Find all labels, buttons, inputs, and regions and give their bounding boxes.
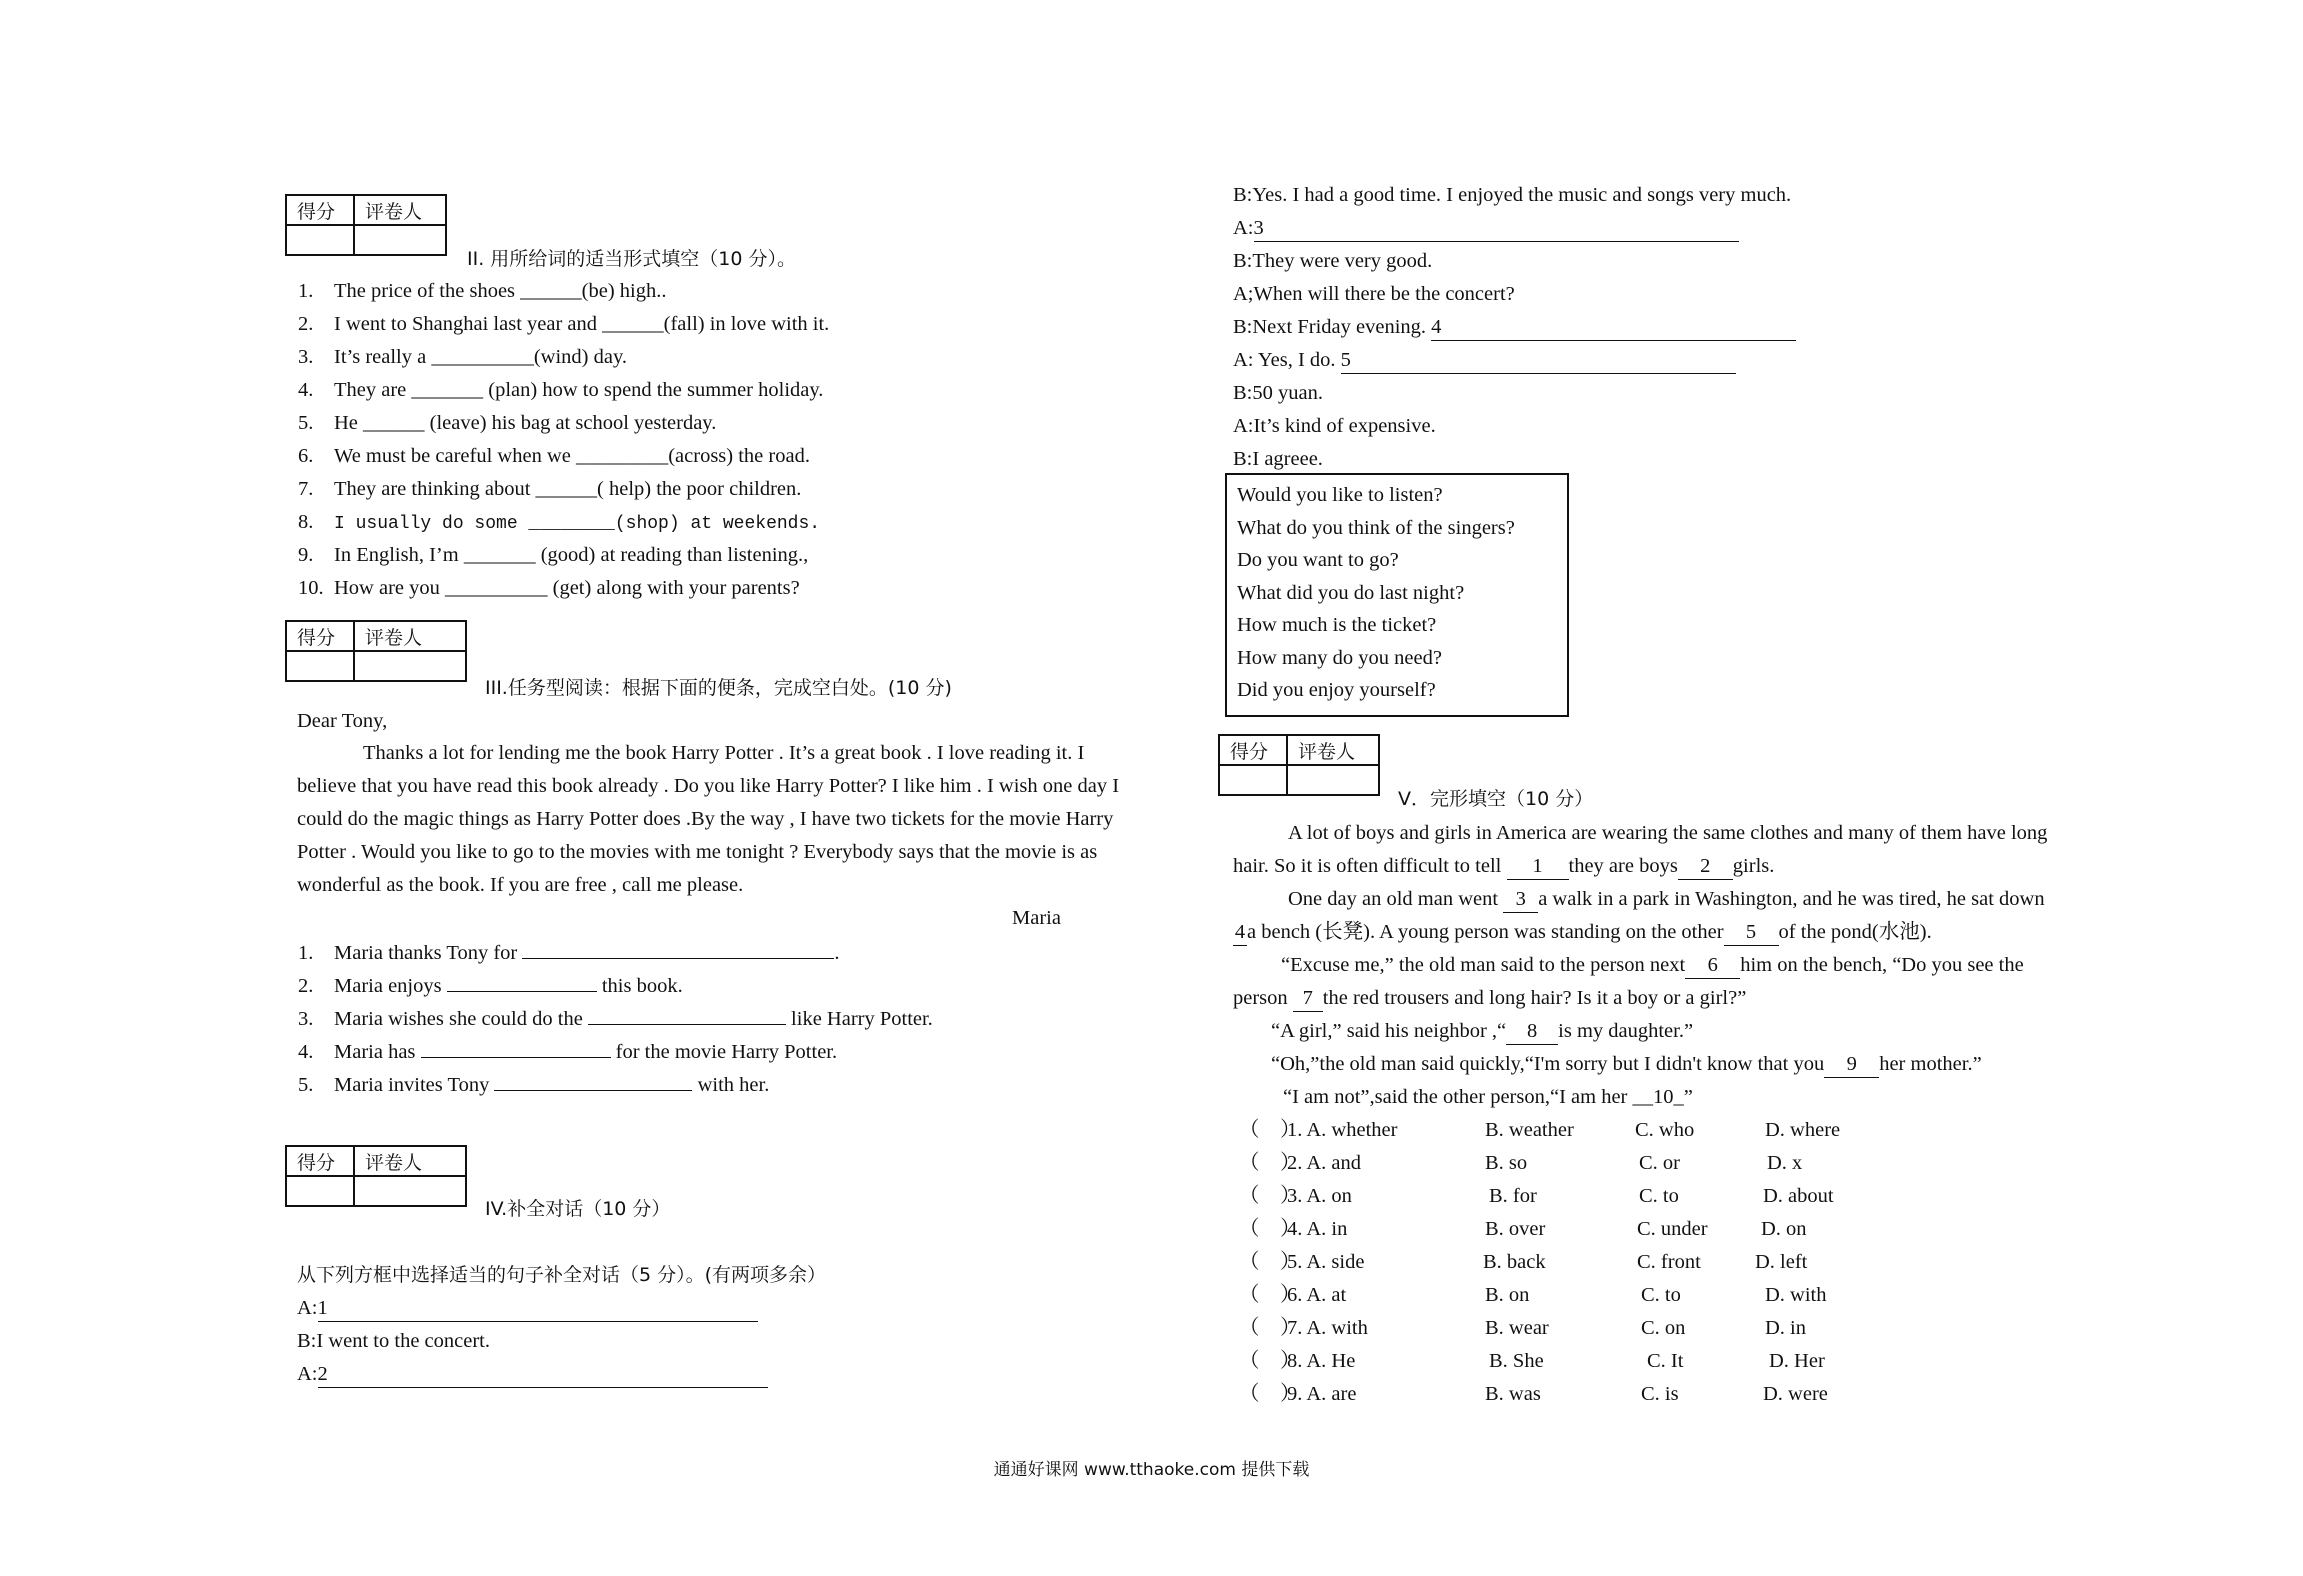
option-item: How much is the ticket?: [1237, 614, 1437, 636]
cloze-blank[interactable]: 8: [1506, 1018, 1558, 1045]
dialogue-line: B:They were very good.: [1233, 250, 1433, 272]
cloze-blank[interactable]: 1: [1507, 853, 1569, 880]
passage-line: “Oh,”the old man said quickly,“I'm sorry but I didn't know that you 9 her mother.”: [1271, 1051, 1982, 1078]
answer-blank[interactable]: [421, 1037, 611, 1058]
letter-line: wonderful as the book. If you are free , call me please.: [297, 874, 744, 896]
dialogue-blank[interactable]: 4: [1431, 314, 1796, 341]
answer-blank[interactable]: [522, 938, 834, 959]
option-item: How many do you need?: [1237, 646, 1442, 669]
dialogue-line: A:It’s kind of expensive.: [1233, 415, 1436, 437]
grader-label: 评卷人: [354, 195, 446, 225]
option-item: What did you do last night?: [1237, 581, 1465, 604]
list-item: 6. We must be careful when we _________(across) the road.: [298, 445, 810, 467]
grader-label: 评卷人: [354, 621, 466, 651]
option-item: Do you want to go?: [1237, 549, 1399, 571]
dialogue-blank[interactable]: 1: [318, 1295, 758, 1322]
grader-cell[interactable]: [354, 225, 446, 255]
section-4-instruction: 从下列方框中选择适当的句子补全对话（5 分）。(有两项多余）: [297, 1264, 827, 1286]
grader-cell[interactable]: [354, 651, 466, 681]
score-cell[interactable]: [286, 1176, 354, 1206]
list-item: 7. They are thinking about ______( help) the poor children.: [298, 478, 802, 500]
list-item: 2. I went to Shanghai last year and ______(fall) in love with it.: [298, 313, 830, 335]
cloze-blank[interactable]: 9: [1824, 1051, 1879, 1078]
score-cell[interactable]: [1219, 765, 1287, 795]
list-item: 2. Maria enjoys this book.: [298, 971, 683, 999]
letter-line: Potter . Would you like to go to the movies with me tonight ? Everybody says that the movie is as: [297, 841, 1098, 863]
list-item: 1. Maria thanks Tony for .: [298, 938, 839, 966]
passage-line: One day an old man went 3 a walk in a park in Washington, and he was tired, he sat down: [1288, 886, 2045, 913]
dialogue-line: A: Yes, I do. 5: [1233, 347, 1736, 374]
passage-line: A lot of boys and girls in America are wearing the same clothes and many of them have long: [1288, 822, 2048, 844]
dialogue-line: A:2: [297, 1361, 768, 1388]
passage-line: “A girl,” said his neighbor ,“ 8 is my daughter.”: [1271, 1018, 1693, 1045]
list-item: 3. Maria wishes she could do the like Harry Potter.: [298, 1004, 933, 1032]
list-item: 1. The price of the shoes ______(be) high..: [298, 280, 667, 302]
letter-signature: Maria: [1012, 907, 1061, 929]
passage-line: person 7 the red trousers and long hair? Is it a boy or a girl?”: [1233, 985, 1746, 1012]
option-item: Did you enjoy yourself?: [1237, 679, 1436, 701]
cloze-blank[interactable]: 5: [1724, 919, 1779, 946]
dialogue-blank[interactable]: 2: [318, 1361, 768, 1388]
score-label: 得分: [1219, 735, 1287, 765]
list-item: 4. Maria has for the movie Harry Potter.: [298, 1037, 837, 1065]
passage-line: “I am not”,said the other person,“I am her __10_”: [1283, 1086, 1693, 1108]
passage-line: 4a bench (长凳). A young person was standing on the other 5 of the pond(水池).: [1233, 919, 1932, 946]
grader-label: 评卷人: [354, 1146, 466, 1176]
list-item: 10. How are you __________ (get) along with your parents?: [298, 577, 800, 599]
section-4-title: IV.补全对话（10 分）: [485, 1198, 671, 1220]
letter-line: Thanks a lot for lending me the book Harry Potter . It’s a great book . I love reading it. I: [363, 742, 1085, 764]
score-box-section-5: [1218, 734, 1380, 796]
section-3-title: III.任务型阅读：根据下面的便条，完成空白处。(10 分): [485, 677, 952, 699]
answer-blank[interactable]: [447, 971, 597, 992]
dialogue-line: A:1: [297, 1295, 758, 1322]
grader-cell[interactable]: [354, 1176, 466, 1206]
passage-line: “Excuse me,” the old man said to the person next 6 him on the bench, “Do you see the: [1281, 952, 2024, 979]
page-footer: 通通好课网 www.tthaoke.com 提供下载: [993, 1460, 1310, 1480]
score-label: 得分: [286, 195, 354, 225]
score-box-section-4: [285, 1145, 467, 1207]
option-item: Would you like to listen?: [1237, 484, 1443, 506]
grader-label: 评卷人: [1287, 735, 1379, 765]
letter-line: believe that you have read this book already . Do you like Harry Potter? I like him . I wish one day I: [297, 775, 1120, 797]
cloze-blank[interactable]: 6: [1685, 952, 1740, 979]
cloze-blank[interactable]: 4: [1233, 919, 1247, 946]
cloze-blank[interactable]: 2: [1678, 853, 1733, 880]
dialogue-line: B:Next Friday evening. 4: [1233, 314, 1796, 341]
dialogue-line: A;When will there be the concert?: [1233, 283, 1515, 305]
answer-blank[interactable]: [588, 1004, 786, 1025]
list-item: 3. It’s really a __________(wind) day.: [298, 346, 628, 368]
dialogue-line: A:3: [1233, 215, 1739, 242]
score-cell[interactable]: [286, 225, 354, 255]
list-item: 8. I usually do some ________(shop) at weekends.: [298, 511, 821, 534]
cloze-blank[interactable]: 7: [1293, 985, 1323, 1012]
letter-greeting: Dear Tony,: [297, 710, 388, 732]
passage-line: hair. So it is often difficult to tell 1 they are boys 2 girls.: [1233, 853, 1774, 880]
score-label: 得分: [286, 621, 354, 651]
dialogue-blank[interactable]: 3: [1254, 215, 1739, 242]
list-item: 9. In English, I’m _______ (good) at reading than listening.,: [298, 544, 809, 566]
score-box-section-2: [285, 194, 447, 256]
dialogue-blank[interactable]: 5: [1341, 347, 1736, 374]
list-item: 4. They are _______ (plan) how to spend the summer holiday.: [298, 379, 824, 401]
grader-cell[interactable]: [1287, 765, 1379, 795]
section-5-title: V．完形填空（10 分）: [1398, 788, 1594, 810]
list-item: 5. Maria invites Tony with her.: [298, 1070, 769, 1098]
option-item: What do you think of the singers?: [1237, 516, 1515, 539]
section-2-title: II. 用所给词的适当形式填空（10 分）。: [467, 248, 797, 270]
score-box-section-3: [285, 620, 467, 682]
cloze-blank[interactable]: 3: [1503, 886, 1538, 913]
dialogue-line: B:I agreee.: [1233, 448, 1323, 470]
letter-line: could do the magic things as Harry Potter does .By the way , I have two tickets for the movie Harry: [297, 808, 1114, 830]
dialogue-line: B:50 yuan.: [1233, 382, 1323, 404]
cloze-blank[interactable]: __10_”: [1632, 1086, 1693, 1108]
answer-blank[interactable]: [494, 1070, 692, 1091]
list-item: 5. He ______ (leave) his bag at school yesterday.: [298, 412, 717, 434]
score-cell[interactable]: [286, 651, 354, 681]
dialogue-options-box: [1225, 473, 1569, 717]
dialogue-line: B:Yes. I had a good time. I enjoyed the music and songs very much.: [1233, 184, 1792, 206]
score-label: 得分: [286, 1146, 354, 1176]
dialogue-line: B:I went to the concert.: [297, 1330, 490, 1352]
